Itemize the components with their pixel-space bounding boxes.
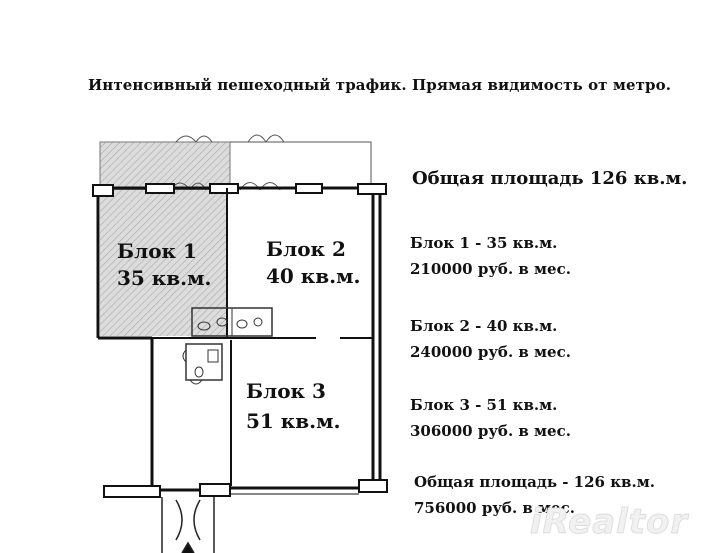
- info-total-area: Общая площадь - 126 кв.м.: [414, 473, 655, 491]
- info-block-1-price: 210000 руб. в мес.: [410, 260, 571, 278]
- info-total-price: 756000 руб. в мес.: [414, 499, 575, 517]
- headline: Интенсивный пешеходный трафик. Прямая видимость от метро.: [88, 76, 672, 94]
- info-block-1: [410, 230, 571, 282]
- watermark: iRealtor: [530, 502, 689, 542]
- total-area-title: Общая площадь 126 кв.м.: [412, 168, 688, 189]
- info-block-2: [410, 313, 571, 365]
- room-label-1-area: 35 кв.м.: [117, 266, 212, 290]
- info-block-3-price: 306000 руб. в мес.: [410, 422, 571, 440]
- info-block-3: [410, 392, 571, 444]
- room-label-2-name: Блок 2: [266, 237, 346, 261]
- entrance: [162, 497, 214, 553]
- room-label-1-name: Блок 1: [117, 239, 197, 263]
- info-block-3-area: Блок 3 - 51 кв.м.: [410, 396, 558, 414]
- info-block-2-price: 240000 руб. в мес.: [410, 343, 571, 361]
- room-label-2-area: 40 кв.м.: [266, 264, 361, 288]
- info-block-2-area: Блок 2 - 40 кв.м.: [410, 317, 558, 335]
- room-label-3-area: 51 кв.м.: [246, 409, 341, 433]
- room-label-3-name: Блок 3: [246, 379, 326, 403]
- info-block-1-area: Блок 1 - 35 кв.м.: [410, 234, 558, 252]
